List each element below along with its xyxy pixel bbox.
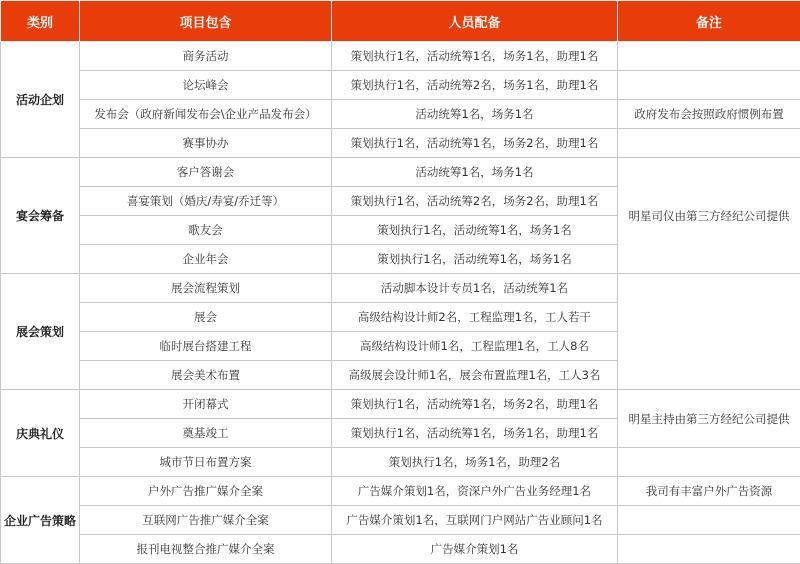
header-remarks: 备注 <box>618 1 800 42</box>
staff-cell: 策划执行1名，活动统筹1名，场务1名 <box>332 216 618 245</box>
staff-cell: 策划执行1名，活动统筹1名，场务1名，助理1名 <box>332 42 618 71</box>
item-cell: 奠基竣工 <box>80 419 332 448</box>
item-cell: 歌友会 <box>80 216 332 245</box>
staff-cell: 高级结构设计师2名，工程监理1名，工人若干 <box>332 303 618 332</box>
staff-cell: 活动统筹1名，场务1名 <box>332 100 618 129</box>
header-category: 类别 <box>1 1 80 42</box>
item-cell: 喜宴策划（婚庆/寿宴/乔迁等） <box>80 187 332 216</box>
remark-cell <box>618 42 800 71</box>
category-cell: 企业广告策略 <box>1 477 80 564</box>
item-cell: 展会美术布置 <box>80 361 332 390</box>
item-cell: 开闭幕式 <box>80 390 332 419</box>
item-cell: 发布会（政府新闻发布会\企业产品发布会） <box>80 100 332 129</box>
item-cell: 论坛峰会 <box>80 71 332 100</box>
table-row <box>1 535 800 564</box>
header-row <box>1 1 800 42</box>
table-row <box>1 506 800 535</box>
remark-cell <box>618 129 800 158</box>
item-cell: 展会流程策划 <box>80 274 332 303</box>
item-cell: 企业年会 <box>80 245 332 274</box>
staff-cell: 活动脚本设计专员1名，活动统筹1名 <box>332 274 618 303</box>
item-cell: 户外广告推广媒介全案 <box>80 477 332 506</box>
item-cell: 商务活动 <box>80 42 332 71</box>
table-row <box>1 448 800 477</box>
staff-cell: 策划执行1名，活动统筹1名，场务2名，助理1名 <box>332 390 618 419</box>
header-items: 项目包含 <box>80 1 332 42</box>
item-cell: 互联网广告推广媒介全案 <box>80 506 332 535</box>
staff-cell: 活动统筹1名，场务1名 <box>332 158 618 187</box>
staff-cell: 策划执行1名，活动统筹2名，场务1名，助理1名 <box>332 71 618 100</box>
item-cell: 客户答谢会 <box>80 158 332 187</box>
remark-cell: 明星司仪由第三方经纪公司提供 <box>618 158 800 274</box>
item-cell: 城市节日布置方案 <box>80 448 332 477</box>
table-row <box>1 42 800 71</box>
table-row <box>1 477 800 506</box>
staff-cell: 高级展会设计师1名，展会布置监理1名，工人3名 <box>332 361 618 390</box>
staff-cell: 策划执行1名，活动统筹2名，场务2名，助理1名 <box>332 187 618 216</box>
item-cell: 报刊电视整合推广媒介全案 <box>80 535 332 564</box>
item-cell: 赛事协办 <box>80 129 332 158</box>
staff-cell: 广告媒介策划1名 <box>332 535 618 564</box>
table-row <box>1 158 800 187</box>
table-row <box>1 100 800 129</box>
category-cell: 庆典礼仪 <box>1 390 80 477</box>
remark-cell <box>618 71 800 100</box>
remark-cell: 我司有丰富户外广告资源 <box>618 477 800 506</box>
remark-cell <box>618 274 800 390</box>
staff-cell: 高级结构设计师1名，工程监理1名，工人8名 <box>332 332 618 361</box>
category-cell: 宴会筹备 <box>1 158 80 274</box>
staff-cell: 策划执行1名，活动统筹1名，场务2名，助理1名 <box>332 129 618 158</box>
table-row <box>1 71 800 100</box>
table-row <box>1 274 800 303</box>
remark-cell <box>618 506 800 535</box>
category-cell: 活动企划 <box>1 42 80 158</box>
staff-cell: 策划执行1名，场务1名，助理2名 <box>332 448 618 477</box>
table-row <box>1 129 800 158</box>
item-cell: 临时展台搭建工程 <box>80 332 332 361</box>
table-row <box>1 390 800 419</box>
staff-cell: 策划执行1名，活动统筹1名，场务1名，助理1名 <box>332 419 618 448</box>
remark-cell <box>618 448 800 477</box>
category-cell: 展会策划 <box>1 274 80 390</box>
staff-cell: 广告媒介策划1名，互联网门户网站广告业顾问1名 <box>332 506 618 535</box>
staff-cell: 策划执行1名，活动统筹1名，场务1名 <box>332 245 618 274</box>
remark-cell: 政府发布会按照政府惯例布置 <box>618 100 800 129</box>
staff-cell: 广告媒介策划1名，资深户外广告业务经理1名 <box>332 477 618 506</box>
item-cell: 展会 <box>80 303 332 332</box>
remark-cell: 明星主持由第三方经纪公司提供 <box>618 390 800 448</box>
header-staff: 人员配备 <box>332 1 618 42</box>
remark-cell <box>618 535 800 564</box>
